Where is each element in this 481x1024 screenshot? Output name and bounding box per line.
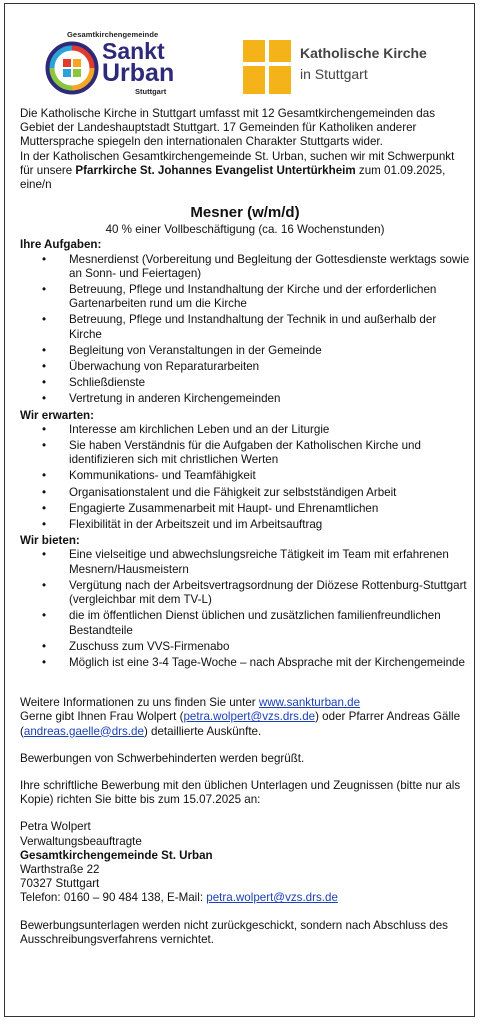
logo-city: Stuttgart [135,87,167,96]
list-item-text: Sie haben Verständnis für die Aufgaben der Katholischen Kirche und identifizieren sich mit christlichen Werten [69,439,421,467]
list-item [20,609,470,637]
sankt-urban-logo [45,28,185,100]
list-item [20,423,470,437]
disabled-note: Bewerbungen von Schwerbehinderten werden begrüßt. [20,751,305,765]
bullet-icon: • [42,609,47,623]
contact-email-link[interactable]: petra.wolpert@vzs.drs.de [206,891,338,905]
list-item-text: Möglich ist eine 3-4 Tage-Woche – nach Absprache mit der Kirchengemeinde [69,655,465,669]
bullet-icon: • [42,501,47,515]
logo-name-urban: Urban [102,59,175,87]
list-item-text: Betreuung, Pflege und Instandhaltung der Technik in und außerhalb der Kirche [69,313,437,341]
offer-heading: Wir bieten: [20,534,80,548]
list-item-text: Zuschuss zum VVS-Firmenabo [69,639,230,653]
info-line-2-prefix: Gerne gibt Ihnen Frau Wolpert ( [20,710,184,724]
expect-list [20,423,470,532]
list-item [20,579,470,607]
list-item-text: Vertretung in anderen Kirchengemeinden [69,392,281,406]
list-item [20,344,470,358]
cross-icon [243,40,295,96]
contact-city: 70327 Stuttgart [20,877,100,891]
list-item [20,469,470,483]
info-line-2-end: ) detaillierte Auskünfte. [143,724,262,738]
apply-note: Ihre schriftliche Bewerbung mit den üblichen Unterlagen und Zeugnissen (bitte nur als Kopie) richten Sie bitte bis zum 15.07.2025 an: [20,778,461,807]
bullet-icon: • [42,439,47,453]
list-item-text: Begleitung von Veranstaltungen in der Gemeinde [69,343,322,357]
bullet-icon: • [42,313,47,327]
bullet-icon: • [42,578,47,592]
list-item-text: Kommunikations- und Teamfähigkeit [69,469,256,483]
list-item [20,253,470,281]
contact-org: Gesamtkirchengemeinde St. Urban [20,848,213,862]
list-item-text: Eine vielseitige und abwechslungsreiche Tätigkeit im Team mit erfahrenen Mesnern/Hausmeistern [69,548,449,576]
website-link[interactable]: www.sankturban.de [258,696,361,710]
list-item [20,502,470,516]
offer-list [20,548,470,670]
list-item-text: Vergütung nach der Arbeitsvertragsordnung der Diözese Rottenburg-Stuttgart (vergleichbar mit dem TV-L) [69,578,467,607]
bullet-icon: • [42,485,47,499]
intro-p2-end: zum 01.09.2025, eine/n [20,163,446,192]
bullet-icon: • [42,392,47,406]
intro-p2-bold: Pfarrkirche St. Johannes Evangelist Untertürkheim [75,163,356,177]
list-item-text: die im öffentlichen Dienst üblichen und zusätzlichen familienfreundlichen Bestandteile [69,609,441,637]
list-item-text: Mesnerdienst (Vorbereitung und Begleitung der Gottesdienste werktags sowie an Sonn- und Feiertagen) [69,252,470,280]
bullet-icon: • [42,518,47,532]
email-wolpert-link[interactable]: petra.wolpert@vzs.drs.de [183,710,316,724]
expect-heading: Wir erwarten: [20,408,94,422]
list-item [20,640,470,654]
contact-role: Verwaltungsbeauftragte [20,834,142,848]
contact-street: Warthstraße 22 [20,862,100,876]
logo-line-2: in Stuttgart [300,66,368,82]
footer-note: Bewerbungsunterlagen werden nicht zurückgeschickt, sondern nach Abschluss des Ausschreibungsverfahrens vernichtet. [20,918,448,946]
list-item-text: Überwachung von Reparaturarbeiten [69,360,260,374]
logo-line-1: Katholische Kirche [300,45,427,61]
list-item [20,548,470,576]
list-item [20,392,470,406]
list-item [20,518,470,532]
contact-name: Petra Wolpert [20,820,91,834]
logo-name-sankt: Sankt [102,38,165,64]
job-title: Mesner (w/m/d) [190,204,300,222]
bullet-icon: • [42,376,47,390]
tasks-heading: Ihre Aufgaben: [20,238,102,252]
katholische-kirche-logo [243,40,443,100]
list-item [20,283,470,311]
list-item-text: Organisationstalent und die Fähigkeit zur selbstständigen Arbeit [69,485,397,499]
list-item-text: Engagierte Zusammenarbeit mit Haupt- und Ehrenamtlichen [69,501,379,515]
bullet-icon: • [42,422,47,436]
info-line-2-mid: ) oder Pfarrer Andreas Gälle ( [20,710,461,738]
sankt-urban-emblem-icon [45,41,99,95]
tasks-list [20,253,470,407]
intro-paragraph-1: Die Katholische Kirche in Stuttgart umfasst mit 12 Gesamtkirchengemeinden das Gebiet der Landeshauptstadt Stuttgart. 17 Gemeinden für Katholiken anderer Muttersprache spiegeln den internationalen Charakter Stuttgarts wider. [20,107,435,149]
list-item [20,360,470,374]
job-posting-page [4,3,475,1017]
list-item [20,376,470,390]
posting-content [20,107,470,947]
list-item [20,313,470,341]
list-item-text: Interesse am kirchlichen Leben und an der Liturgie [69,422,330,436]
bullet-icon: • [42,283,47,297]
info-line-2 [20,710,470,738]
bullet-icon: • [42,360,47,374]
bullet-icon: • [42,639,47,653]
email-gaelle-link[interactable]: andreas.gaelle@drs.de [23,724,144,738]
contact-phone-line [20,891,470,905]
list-item-text: Schließdienste [69,376,146,390]
info-line-1-prefix: Weitere Informationen zu uns finden Sie unter [20,696,259,710]
list-item-text: Flexibilität in der Arbeitszeit und im Arbeitsauftrag [69,518,323,532]
list-item [20,486,470,500]
list-item [20,656,470,670]
contact-phone: Telefon: 0160 – 90 484 138, E-Mail: [20,891,207,905]
bullet-icon: • [42,655,47,669]
list-item-text: Betreuung, Pflege und Instandhaltung der Kirche und der erforderlichen Gartenarbeiten rund um die Kirche [69,283,437,311]
intro-paragraph-2 [20,150,470,193]
bullet-icon: • [42,469,47,483]
intro-p2-start: In der Katholischen Gesamtkirchengemeinde St. Urban, suchen wir mit Schwerpunkt für unsere [20,149,455,177]
logo-org-line: Gesamtkirchengemeinde [67,30,159,39]
bullet-icon: • [42,343,47,357]
job-subtitle: 40 % einer Vollbeschäftigung (ca. 16 Wochenstunden) [105,223,385,237]
list-item [20,439,470,467]
bullet-icon: • [42,548,47,562]
bullet-icon: • [42,252,47,266]
info-line-1 [20,696,470,710]
